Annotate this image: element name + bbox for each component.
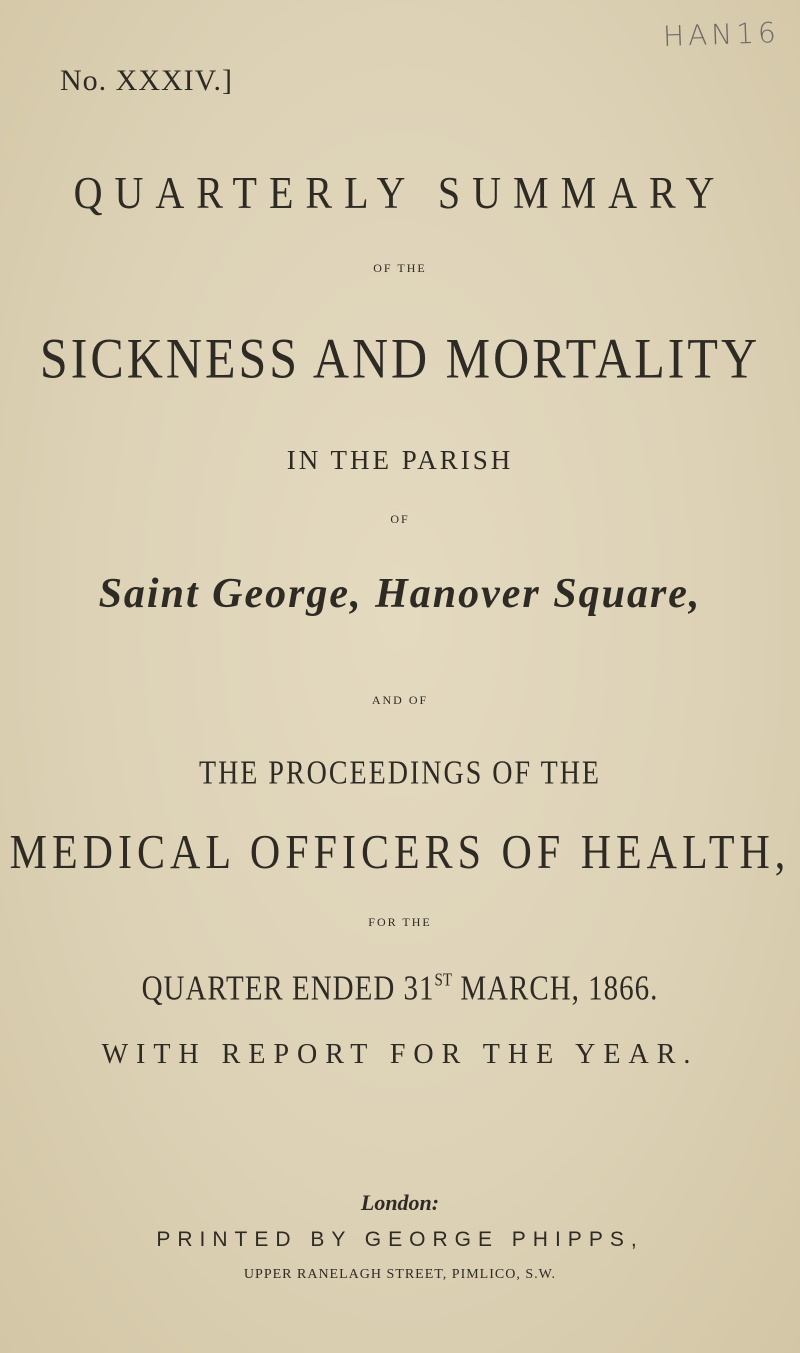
in-the-parish: IN THE PARISH <box>286 445 514 475</box>
archive-mark: HAN16 <box>662 15 781 54</box>
quarter-ended-suffix: MARCH, 1866. <box>452 969 659 1009</box>
issue-number: No. XXXIV.] <box>60 64 233 97</box>
title-sickness-and-mortality: SICKNESS AND MORTALITY <box>39 325 761 391</box>
imprint-city: London: <box>360 1190 440 1215</box>
parish-name: Saint George, Hanover Square, <box>98 571 702 617</box>
connector-of: OF <box>390 512 410 526</box>
date-ordinal-suffix: ST <box>434 970 453 991</box>
printer-address: UPPER RANELAGH STREET, PIMLICO, S.W. <box>243 1267 557 1282</box>
connector-and-of: AND OF <box>371 693 429 707</box>
medical-officers-heading: MEDICAL OFFICERS OF HEALTH, <box>9 826 791 880</box>
quarter-ended-prefix: QUARTER ENDED 31 <box>141 969 435 1009</box>
proceedings-heading: THE PROCEEDINGS OF THE <box>198 754 602 792</box>
title-quarterly-summary: QUARTERLY SUMMARY <box>73 166 727 219</box>
connector-for-the: FOR THE <box>368 915 432 929</box>
printer-line: PRINTED BY GEORGE PHIPPS, <box>156 1228 644 1251</box>
with-report-line: WITH REPORT FOR THE YEAR. <box>101 1039 699 1070</box>
connector-of-the: OF THE <box>373 261 427 275</box>
quarter-ended-date <box>0 969 800 1009</box>
